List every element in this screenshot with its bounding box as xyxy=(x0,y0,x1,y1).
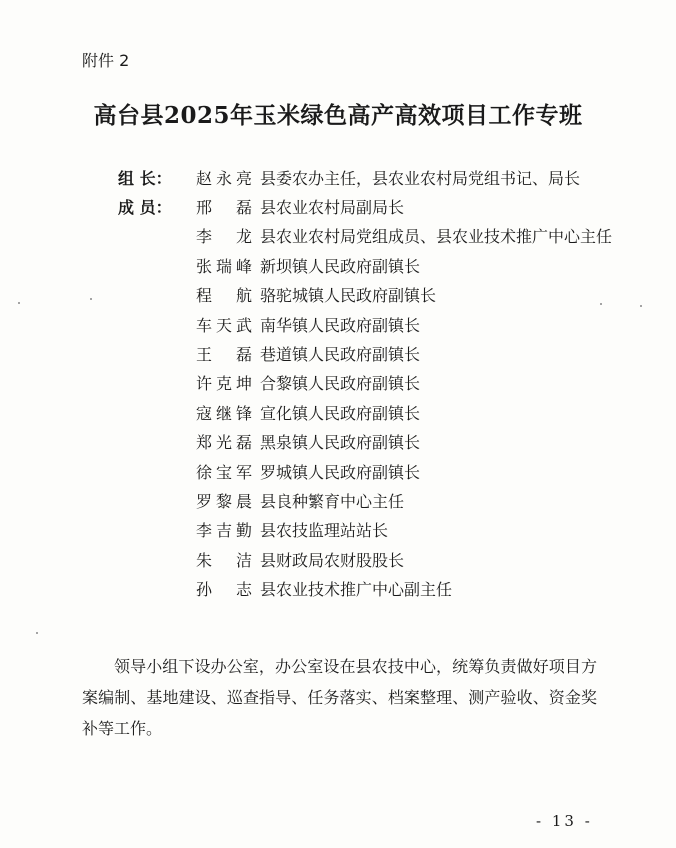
office-paragraph: 领导小组下设办公室，办公室设在县农技中心，统筹负责做好项目方案编制、基地建设、巡查指导、任务落实、档案整理、测产验收、资金奖补等工作。 xyxy=(82,657,597,738)
member-position: 县农业农村局党组成员、县农业技术推广中心主任 xyxy=(260,227,613,247)
member-position: 骆驼城镇人民政府副镇长 xyxy=(260,286,437,306)
scan-speck xyxy=(18,302,20,304)
member-name: 程 航 xyxy=(196,286,252,306)
member-position: 罗城镇人民政府副镇长 xyxy=(260,462,421,482)
member-name: 孙 志 xyxy=(196,580,252,600)
member-name: 寇继锋 xyxy=(196,403,252,423)
member-position: 合黎镇人民政府副镇长 xyxy=(260,374,421,394)
member-position: 县农业农村局副局长 xyxy=(260,198,405,217)
member-name: 许克坤 xyxy=(196,374,252,394)
leader-name: 赵永亮 xyxy=(196,169,252,188)
member-position: 新坝镇人民政府副镇长 xyxy=(260,256,421,276)
members-role-label: 成 员： xyxy=(118,198,172,217)
scan-speck xyxy=(36,632,38,634)
page-number: - 13 - xyxy=(536,812,593,830)
member-position: 南华镇人民政府副镇长 xyxy=(260,315,421,335)
member-name: 李 龙 xyxy=(196,227,252,247)
member-name: 朱 洁 xyxy=(196,550,252,570)
scan-speck xyxy=(90,298,92,300)
member-position: 县良种繁育中心主任 xyxy=(260,492,405,511)
member-name: 徐宝军 xyxy=(196,462,252,482)
member-position: 县农业技术推广中心副主任 xyxy=(260,580,453,600)
document-title: 高台县2025年玉米绿色高产高效项目工作专班 xyxy=(93,102,583,129)
member-name: 郑光磊 xyxy=(196,433,252,453)
member-name: 罗黎晨 xyxy=(196,492,252,511)
member-position: 县财政局农财股股长 xyxy=(260,550,405,570)
member-position: 县农技监理站站长 xyxy=(260,521,389,541)
leader-position: 县委农办主任，县农业农村局党组书记、局长 xyxy=(260,169,581,188)
member-name: 车天武 xyxy=(196,315,252,335)
member-name: 李吉勤 xyxy=(196,521,252,541)
leader-role-label: 组 长： xyxy=(118,169,172,188)
scan-speck xyxy=(600,303,602,305)
member-position: 巷道镇人民政府副镇长 xyxy=(260,345,421,364)
member-name: 张瑞峰 xyxy=(196,256,252,276)
member-name: 邢 磊 xyxy=(196,198,252,217)
member-name: 王 磊 xyxy=(196,345,252,364)
member-position: 宣化镇人民政府副镇长 xyxy=(260,403,421,423)
member-position: 黑泉镇人民政府副镇长 xyxy=(260,433,421,453)
attachment-label: 附件 2 xyxy=(82,51,130,70)
scan-speck xyxy=(640,305,642,307)
